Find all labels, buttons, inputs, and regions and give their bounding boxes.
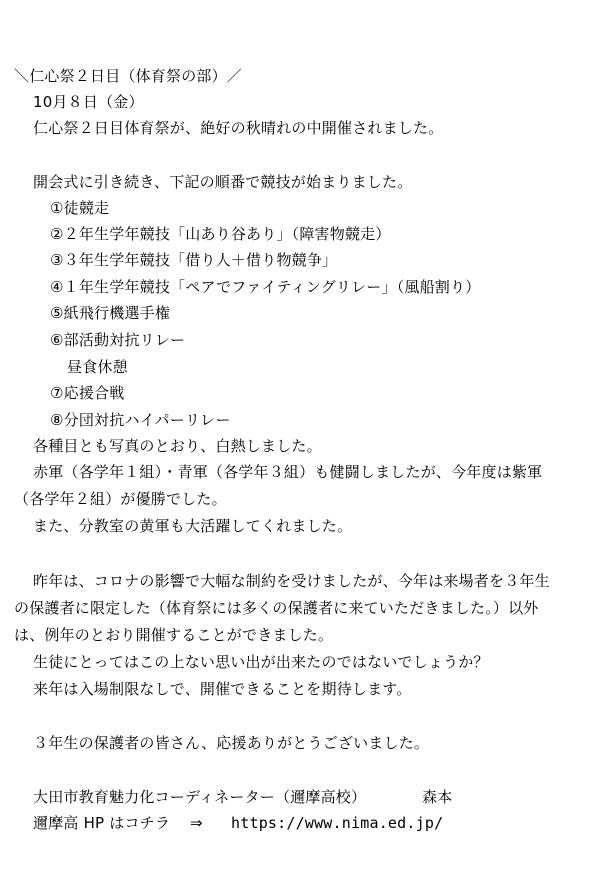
- event-item: ③３年生学年競技「借り人＋借り物競争」: [50, 251, 338, 269]
- event-item: ④１年生学年競技「ペアでファイティングリレー」（風船割り）: [50, 278, 481, 296]
- homepage-link[interactable]: https://www.nima.ed.jp/: [231, 814, 444, 832]
- results-line: 各種目とも写真のとおり、白熱しました。: [33, 437, 322, 455]
- reflection-line: 来年は入場制限なしで、開催できることを期待します。: [33, 680, 412, 698]
- reflection-line: 生徒にとってはこの上ない思い出が出来たのではないでしょうか？: [33, 653, 489, 671]
- reflection-line: 昨年は、コロナの影響で大幅な制約を受けましたが、今年は来場者を３年生: [33, 572, 550, 590]
- event-item: ⑤紙飛行機選手権: [50, 304, 171, 322]
- results-line: また、分教室の黄軍も大活躍してくれました。: [33, 517, 353, 535]
- event-item: ②２年生学年競技「山あり谷あり」（障害物競走）: [50, 225, 391, 243]
- signature-role: 大田市教育魅力化コーディネーター（邇摩高校）: [33, 788, 367, 806]
- reflection-line: は、例年のとおり開催することができました。: [14, 626, 334, 644]
- event-item: ①徒競走: [50, 199, 110, 217]
- event-item: ⑥部活動対抗リレー: [50, 331, 186, 349]
- reflection-line: の保護者に限定した（体育祭には多くの保護者に来ていただきました。）以外: [14, 599, 539, 617]
- lunch-break: 昼食休憩: [67, 358, 128, 376]
- results-line: 赤軍（各学年１組）・青軍（各学年３組）も健闘しましたが、今年度は紫軍: [33, 463, 543, 481]
- homepage-label: 邇摩高 HP はコチラ: [33, 814, 171, 832]
- order-intro: 開会式に引き続き、下記の順番で競技が始まりました。: [33, 173, 413, 191]
- thanks-line: ３年生の保護者の皆さん、応援ありがとうございました。: [33, 734, 430, 752]
- event-item: ⑧分団対抗ハイパーリレー: [50, 411, 231, 429]
- event-item: ⑦応援合戦: [50, 384, 125, 402]
- signature-name: 森本: [422, 788, 453, 806]
- event-date: 10月８日（金）: [33, 93, 144, 111]
- results-line: （各学年２組）が優勝でした。: [14, 490, 227, 508]
- page-heading: ＼仁心祭２日目（体育祭の部）／: [14, 67, 243, 85]
- arrow-icon: ⇒: [190, 814, 203, 832]
- intro-line: 仁心祭２日目体育祭が、絶好の秋晴れの中開催されました。: [33, 119, 444, 137]
